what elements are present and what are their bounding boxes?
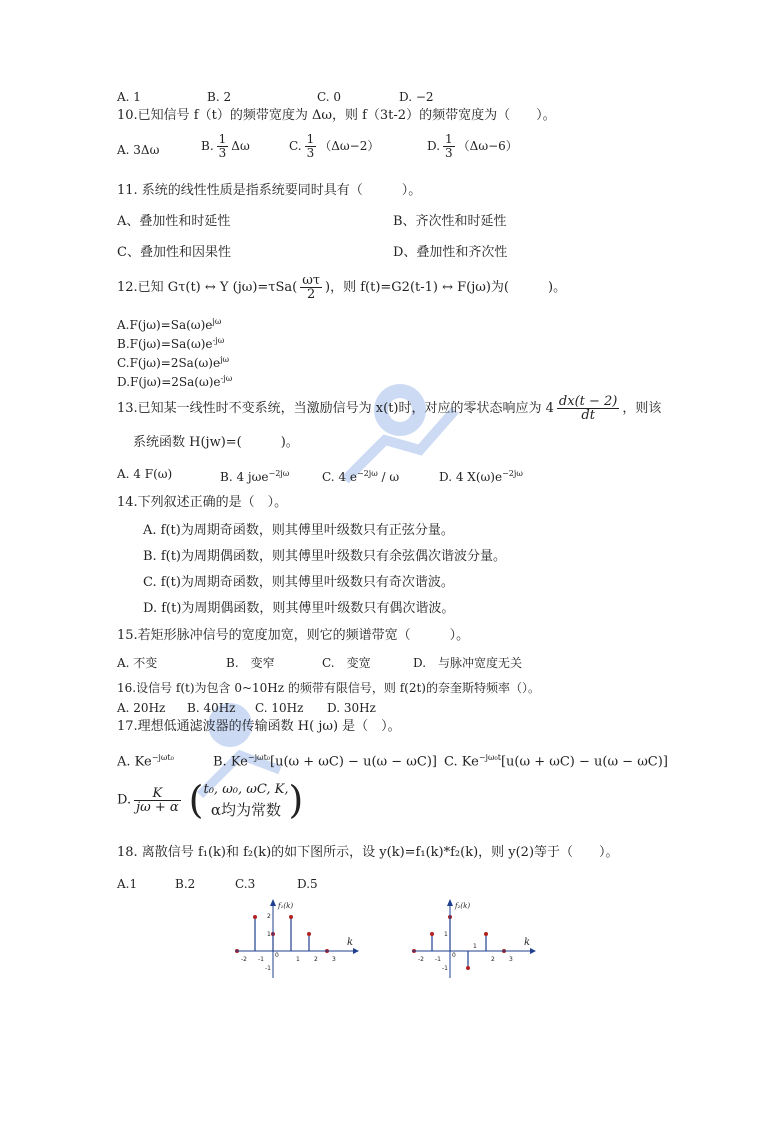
f1-ytick-1: 1 [267,931,271,938]
f2-tick-k-1: -1 [435,956,441,963]
q10-stem: 10.已知信号 f（t）的频带宽度为 Δω，则 f（3t-2）的频带宽度为（ ）。 [117,108,556,123]
q16-stem: 16.设信号 f(t)为包含 0~10Hz 的频带有限信号，则 f(2t)的奈奎斯特频率（）。 [117,681,540,695]
q13-option-c: C. 4 $e^{-2j\omega}$ / ω [322,469,400,484]
q16-option-b: B. 40Hz [187,701,236,715]
q18-option-c: C.3 [235,877,256,891]
q16-option-d: D. 30Hz [327,701,376,715]
q13-option-d: D. 4 $X(\omega)e^{-2j\omega}$ [439,469,523,484]
q10-option-b: B. $\frac{1}{3}$ Δω [201,132,250,160]
q18-option-d: D.5 [297,877,318,891]
q11-option-b: B、齐次性和时延性 [393,214,507,229]
f2-tick-k1: 1 [473,943,477,950]
q11-stem: 11. 系统的线性性质是指系统要同时具有（ ）。 [117,183,422,198]
f1-tick-k3: 3 [332,956,336,963]
q17-stem: 17.理想低通滤波器的传输函数 H( jω) 是（ ）。 [117,719,401,734]
f2-y-arrow [447,899,453,906]
f2-tick-k2: 2 [491,956,495,963]
q16-option-c: C. 10Hz [255,701,304,715]
f2-point-k1 [466,966,470,970]
f1-tick-k2: 2 [314,956,318,963]
q14-option-b: B. f(t)为周期偶函数，则其傅里叶级数只有余弦偶次谐波分量。 [143,549,506,564]
q13-stem-line2: 系统函数 H(jw)=( )。 [133,435,299,450]
q17-option-b: B. $Ke^{-j\omega t_0}[u(\omega + \omega C) - u(\omega - \omega C)]$ [213,753,437,770]
f2-label: f₂(k) [455,902,471,910]
f2-tick-k-2: -2 [418,956,424,963]
f1-point-k1 [289,915,293,919]
q11-option-d: D、叠加性和齐次性 [393,245,508,260]
q18-option-b: B.2 [175,877,196,891]
q9-option-d: D. −2 [399,90,434,104]
q17-option-c: C. $Ke^{-j\omega_0t}[u(\omega + \omega C) - u(\omega - \omega C)]$ [444,753,668,770]
q16-option-a: A. 20Hz [117,701,166,715]
q17-option-d: D. $\frac{K}{j\omega + \alpha}$ ( t₀, ω₀, ωC, K, α均为常数 ) [117,778,304,822]
q10-option-d: D. $\frac{1}{3}$ （Δω−6） [427,132,518,160]
q18-option-a: A.1 [117,877,138,891]
q9-option-a: A. 1 [117,90,141,104]
q15-option-d: D. 与脉冲宽度无关 [413,656,523,670]
f1-point-k2 [307,932,311,936]
q14-stem: 14.下列叙述正确的是（ ）。 [117,495,288,510]
q12-option-c: $C.F(j\omega)=2Sa(\omega)e^{j\omega}$ [117,355,230,370]
q17-option-a: A. $Ke^{-j\omega t_0}$ [117,753,174,770]
q13-option-b: B. 4 jωe$^{-2j\omega}$ [220,469,290,484]
f2-ytick-neg1: -1 [442,965,448,972]
q14-option-a: A. f(t)为周期奇函数，则其傅里叶级数只有正弦分量。 [143,523,454,538]
q10-option-a: A. 3Δω [117,143,160,157]
f2-x-arrow [530,948,536,954]
f1-tick-k-2: -2 [241,956,247,963]
q9-option-c: C. 0 [317,90,342,104]
f2-ytick-1: 1 [444,931,448,938]
f1-ytick-neg1: -1 [265,965,271,972]
f1-label: f₁(k) [278,902,294,910]
f2-k-label: k [524,937,531,948]
f2-plot [402,896,542,986]
q18-stem: 18. 离散信号 f₁(k)和 f₂(k)的如下图所示，设 y(k)=f₁(k)*f₂(k)，则 y(2)等于（ ）。 [117,845,619,860]
f2-tick-k0: 0 [452,952,456,959]
f1-tick-k1: 1 [296,956,300,963]
f1-ytick-2: 2 [267,913,271,920]
q14-option-c: C. f(t)为周期奇函数，则其傅里叶级数只有奇次谐波。 [143,575,454,590]
q12-option-d: $D.F(j\omega)=2Sa(\omega)e^{-j\omega}$ [117,374,233,389]
q13-option-a: A. 4 F(ω) [117,467,173,481]
q14-option-d: D. f(t)为周期偶函数，则其傅里叶级数只有偶次谐波。 [143,601,455,616]
q10-option-c: C. $\frac{1}{3}$ （Δω−2） [289,132,380,160]
q12-option-b: $B.F(j\omega)=Sa(\omega)e^{-j\omega}$ [117,336,225,351]
f2-tick-k3: 3 [509,956,513,963]
q13-stem: 13.已知某一线性时不变系统，当激励信号为 x(t)时，对应的零状态响应为 4 $\frac{dx(t - 2)}{dt}$ ，则该 [117,394,662,423]
q12-option-a: $A.F(j\omega)=Sa(\omega)e^{j\omega}$ [117,317,222,332]
q9-option-b: B. 2 [207,90,232,104]
f2-point-k-1 [430,932,434,936]
q12-stem: 12.已知 Gτ(t) ↔ Y (jω)=τSa( $\frac{\omega\tau}{2}$ )，则 f(t)=G2(t-1) ↔ F(jω)为( )。 [117,273,567,302]
f2-point-k2 [484,932,488,936]
f1-tick-k0: 0 [275,952,279,959]
f1-plot [225,896,365,986]
f1-y-arrow [270,899,276,906]
watermark-logo [325,370,475,510]
q11-option-c: C、叠加性和因果性 [117,245,231,260]
f1-point-k-1 [253,915,257,919]
q15-option-a: A. 不变 [117,656,158,670]
q15-option-c: C. 变宽 [322,656,371,670]
f1-x-arrow [353,948,359,954]
q15-option-b: B. 变窄 [226,656,275,670]
f1-tick-k-1: -1 [258,956,264,963]
f1-k-label: k [347,937,354,948]
q15-stem: 15.若矩形脉冲信号的宽度加宽，则它的频谱带宽（ ）。 [117,628,470,643]
q11-option-a: A、叠加性和时延性 [117,214,231,229]
